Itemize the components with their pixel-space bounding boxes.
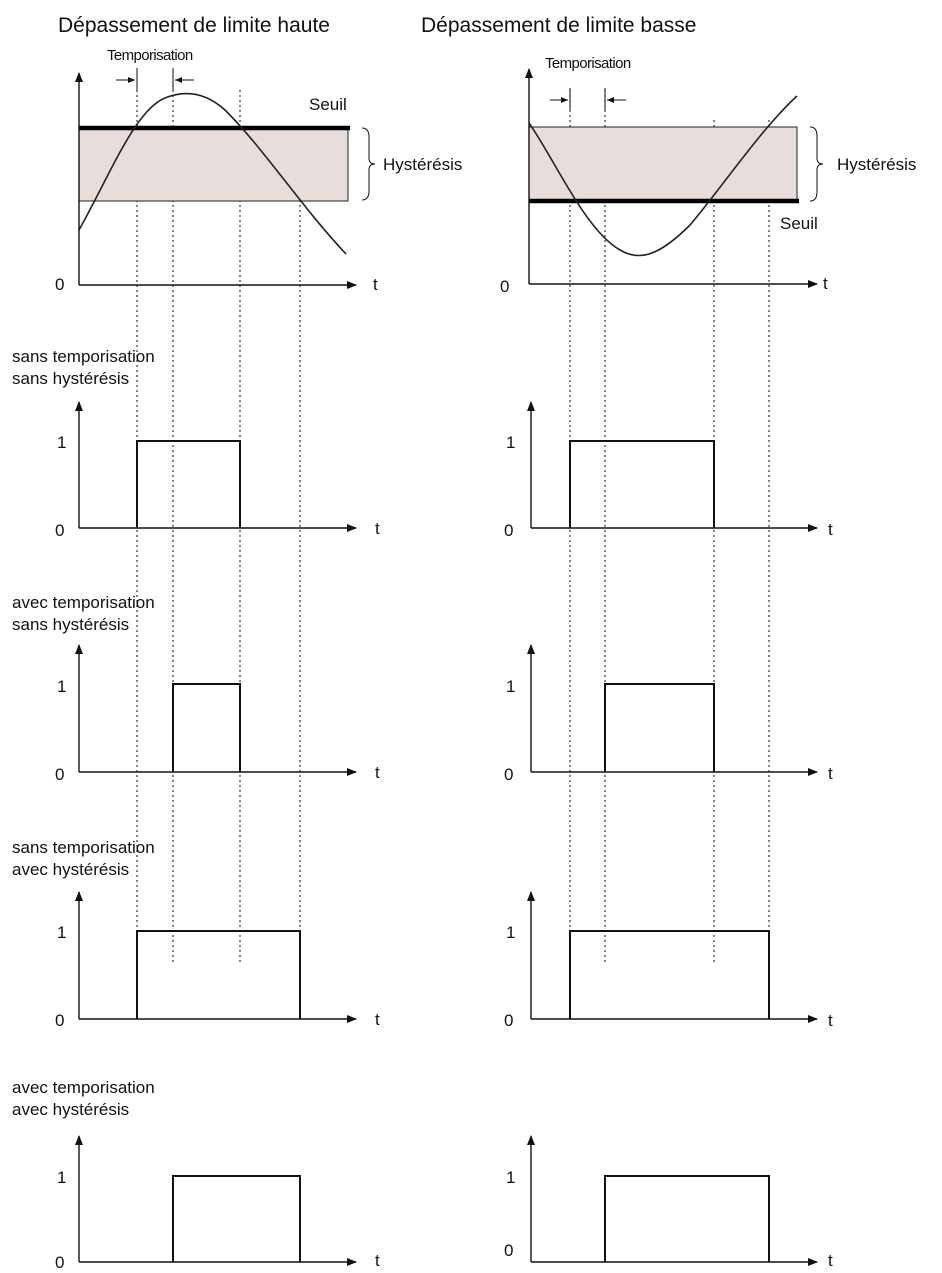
hysteresis-label: Hystérésis [383, 155, 463, 174]
zero-label: 0 [55, 275, 65, 294]
temporisation-label: Temporisation [107, 47, 193, 64]
output-row-1-left [55, 402, 380, 540]
row-3-label-line2: avec hystérésis [12, 860, 130, 879]
zero-label: 0 [55, 765, 65, 784]
zero-label: 0 [55, 521, 65, 540]
one-label: 1 [57, 677, 67, 696]
t-label: t [373, 275, 378, 294]
hysteresis-brace [362, 128, 375, 200]
zero-label: 0 [504, 1011, 514, 1030]
output-row-2-right [504, 645, 833, 784]
title-lower-limit: Dépassement de limite basse [421, 14, 697, 37]
zero-label: 0 [55, 1253, 65, 1272]
output-row-4-left [55, 1136, 380, 1272]
one-label: 1 [506, 1168, 516, 1187]
output-pulse [137, 931, 300, 1019]
output-pulse [570, 441, 714, 528]
signal-plot-upper-limit [55, 47, 462, 294]
one-label: 1 [506, 923, 516, 942]
one-label: 1 [506, 677, 516, 696]
seuil-label: Seuil [309, 95, 347, 114]
t-label: t [828, 764, 833, 783]
hysteresis-label: Hystérésis [837, 155, 917, 174]
zero-label: 0 [504, 1241, 514, 1260]
signal-plot-lower-limit [500, 55, 916, 296]
zero-label: 0 [504, 521, 514, 540]
output-row-3-left [55, 892, 380, 1030]
output-row-3-right [504, 892, 833, 1030]
row-2-label-line1: avec temporisation [12, 593, 155, 612]
output-row-2-left [55, 645, 380, 784]
output-row-4-right [504, 1136, 833, 1270]
output-pulse [173, 1176, 300, 1262]
t-label: t [823, 274, 828, 293]
t-label: t [828, 520, 833, 539]
one-label: 1 [57, 1168, 67, 1187]
t-label: t [828, 1251, 833, 1270]
output-pulse [173, 684, 240, 772]
one-label: 1 [57, 923, 67, 942]
t-label: t [375, 763, 380, 782]
row-4-label-line2: avec hystérésis [12, 1100, 130, 1119]
one-label: 1 [57, 433, 67, 452]
t-label: t [828, 1011, 833, 1030]
t-label: t [375, 1010, 380, 1029]
row-1-label-line2: sans hystérésis [12, 369, 130, 388]
output-pulse [137, 441, 240, 528]
guide-lines-left [137, 85, 300, 965]
row-3-label-line1: sans temporisation [12, 838, 155, 857]
temporisation-label: Temporisation [545, 55, 631, 72]
row-labels [12, 347, 155, 1119]
t-label: t [375, 1251, 380, 1270]
output-row-1-right [504, 402, 833, 540]
hysteresis-brace [810, 127, 823, 201]
one-label: 1 [506, 433, 516, 452]
row-1-label-line1: sans temporisation [12, 347, 155, 366]
title-upper-limit: Dépassement de limite haute [58, 14, 330, 37]
seuil-label: Seuil [780, 214, 818, 233]
zero-label: 0 [55, 1011, 65, 1030]
output-pulse [605, 1176, 769, 1262]
hysteresis-band [79, 128, 348, 201]
zero-label: 0 [504, 765, 514, 784]
output-pulse [605, 684, 714, 772]
output-pulse [570, 931, 769, 1019]
t-label: t [375, 519, 380, 538]
row-2-label-line2: sans hystérésis [12, 615, 130, 634]
row-4-label-line1: avec temporisation [12, 1078, 155, 1097]
zero-label: 0 [500, 277, 510, 296]
